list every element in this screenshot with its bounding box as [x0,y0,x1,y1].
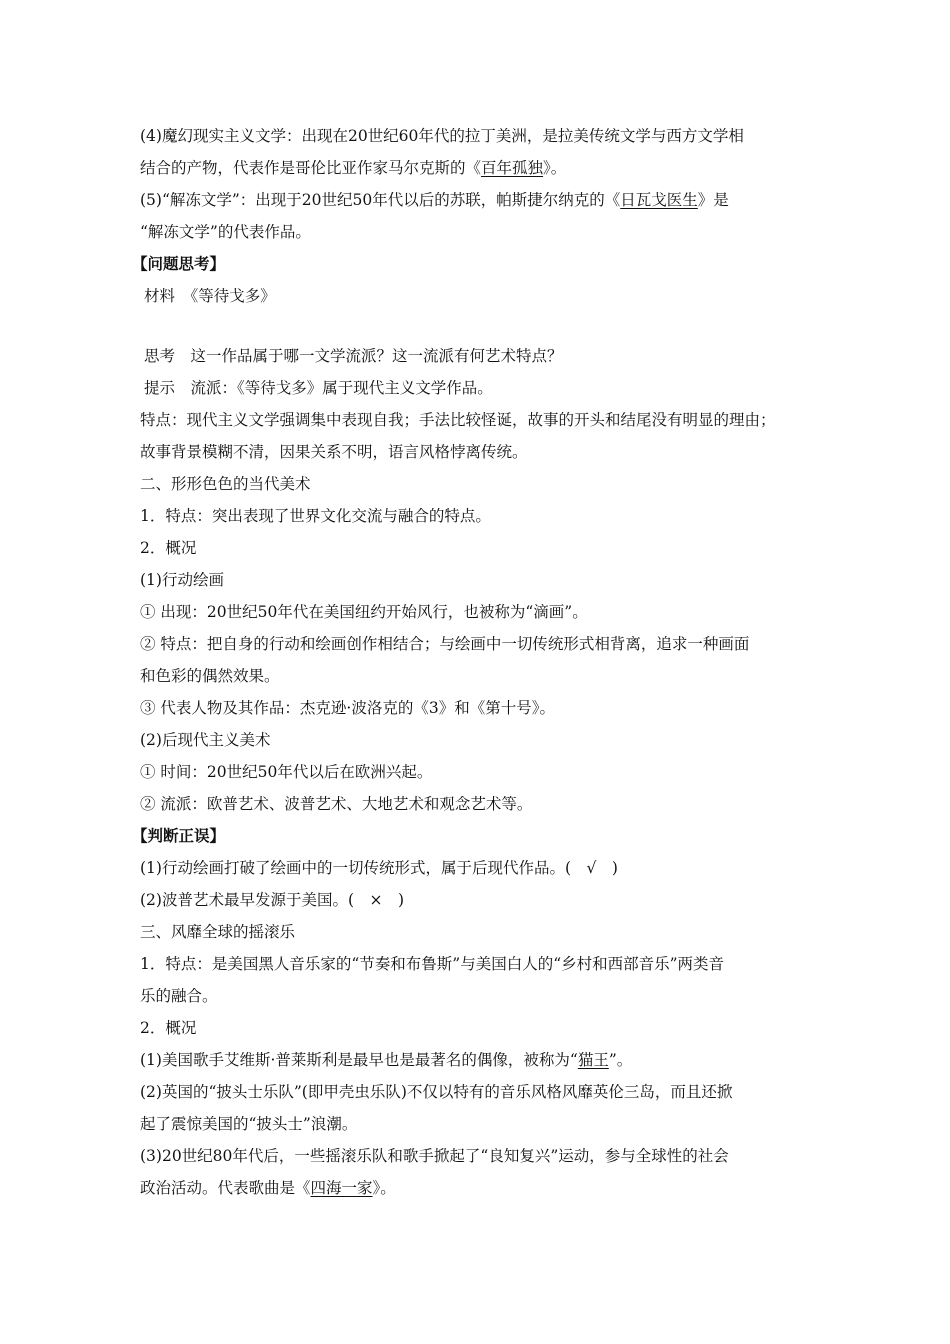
section-heading-art: 二、形形色色的当代美术 [140,475,311,493]
question-line: 思考 这一作品属于哪一文学流派？这一流派有何艺术特点？ [144,347,563,365]
paragraph-magic-realism-line1: (4)魔幻现实主义文学：出现在20世纪60年代的拉丁美洲，是拉美传统文学与西方文学相 [140,127,744,145]
hint-line: 提示 流派：《等待戈多》属于现代主义文学作品。 [144,379,493,397]
paragraph-thaw-literature-line2: “解冻文学”的代表作品。 [140,223,311,241]
underlined-term: 猫王 [577,1051,609,1069]
text: ”。 [608,1051,633,1069]
rock-item-2-line2: 起了震惊美国的“披头士”浪潮。 [140,1115,358,1133]
material-line: 材料 《等待戈多》 [144,287,276,305]
judge-item-1: (1)行动绘画打破了绘画中的一切传统形式，属于后现代作品。( √ ) [140,859,618,877]
section-heading-rock: 三、风靡全球的摇滚乐 [140,923,296,941]
underlined-title: 百年孤独 [481,159,544,177]
art-overview-title: 2．概况 [140,539,197,557]
paragraph-magic-realism-line2 [140,158,820,178]
underlined-title: 日瓦戈医生 [620,191,698,209]
heading-question-thinking: 【问题思考】 [132,254,226,273]
heading-judge-true-false: 【判断正误】 [132,826,226,845]
feature-line2: 故事背景模糊不清，因果关系不明，语言风格悖离传统。 [140,443,528,461]
rock-characteristic-line1: 1．特点：是美国黑人音乐家的“节奏和布鲁斯”与美国白人的“乡村和西部音乐”两类音 [140,955,725,973]
text: 政治活动。代表歌曲是《 [140,1179,311,1197]
action-painting-origin: ① 出现：20世纪50年代在美国纽约开始风行，也被称为“滴画”。 [140,603,588,621]
text: (5)“解冻文学”：出现于20世纪50年代以后的苏联，帕斯捷尔纳克的《 [140,191,621,209]
rock-item-1 [140,1050,820,1070]
action-painting-representatives: ③ 代表人物及其作品：杰克逊·波洛克的《3》和《第十号》。 [140,699,555,717]
judge-item-2: (2)波普艺术最早发源于美国。( × ) [140,891,405,909]
rock-item-2-line1: (2)英国的“披头士乐队”(即甲壳虫乐队)不仅以特有的音乐风格风靡英伦三岛，而且还掀 [140,1083,733,1101]
action-painting-feature-line2: 和色彩的偶然效果。 [140,667,280,685]
rock-overview-title: 2．概况 [140,1019,197,1037]
rock-characteristic-line2: 乐的融合。 [140,987,218,1005]
paragraph-thaw-literature-line1 [140,190,820,210]
text: 》是 [697,191,729,209]
rock-item-3-line2 [140,1178,820,1198]
postmodern-art-time: ① 时间：20世纪50年代以后在欧洲兴起。 [140,763,433,781]
postmodern-art-schools: ② 流派：欧普艺术、波普艺术、大地艺术和观念艺术等。 [140,795,533,813]
action-painting-feature-line1: ② 特点：把自身的行动和绘画创作相结合；与绘画中一切传统形式相背离，追求一种画面 [140,635,750,653]
text: 结合的产物，代表作是哥伦比亚作家马尔克斯的《 [140,159,482,177]
postmodern-art-title: (2)后现代主义美术 [140,731,271,749]
text: (1)美国歌手艾维斯·普莱斯利是最早也是最著名的偶像，被称为“ [140,1051,578,1069]
underlined-title: 四海一家 [310,1179,373,1197]
text: 》。 [543,159,567,177]
action-painting-title: (1)行动绘画 [140,571,224,589]
feature-line1: 特点：现代主义文学强调集中表现自我；手法比较怪诞，故事的开头和结尾没有明显的理由； [140,411,776,429]
art-characteristic: 1．特点：突出表现了世界文化交流与融合的特点。 [140,507,491,525]
rock-item-3-line1: (3)20世纪80年代后，一些摇滚乐队和歌手掀起了“良知复兴”运动，参与全球性的社会 [140,1147,729,1165]
text: 》。 [372,1179,396,1197]
